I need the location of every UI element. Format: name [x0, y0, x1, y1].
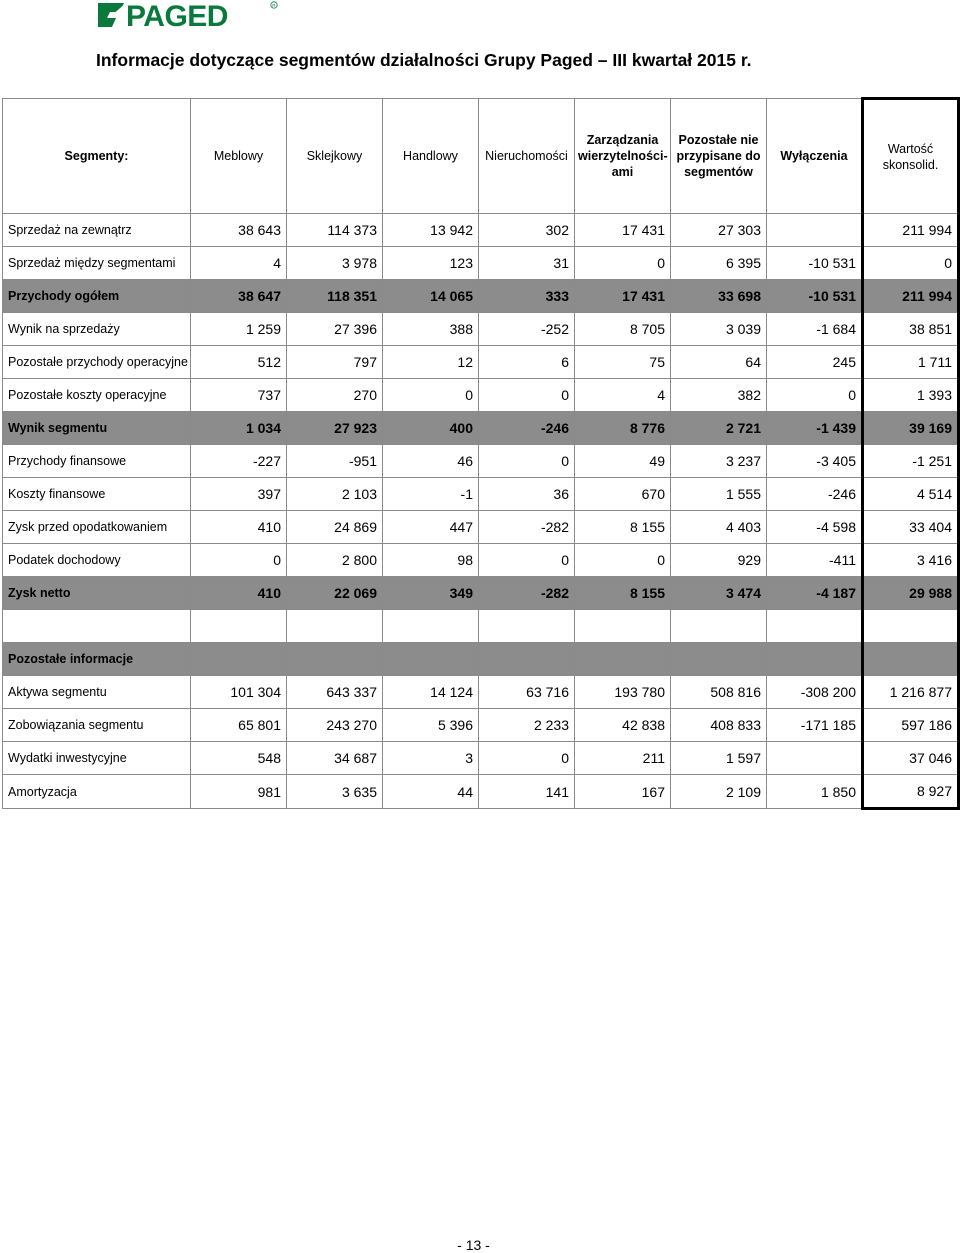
section-cell — [671, 643, 767, 676]
cell-value: 193 780 — [575, 676, 671, 709]
table-row — [3, 214, 959, 247]
cell-value: 13 942 — [383, 214, 479, 247]
cell-value: -10 531 — [767, 280, 863, 313]
row-label: Aktywa segmentu — [3, 676, 191, 709]
cell-value: 508 816 — [671, 676, 767, 709]
section-cell — [863, 643, 959, 676]
cell-value: 548 — [191, 742, 287, 775]
cell-value: 737 — [191, 379, 287, 412]
table-row — [3, 775, 959, 809]
cell-value: 349 — [383, 577, 479, 610]
cell-value: 0 — [863, 247, 959, 280]
cell-value: 29 988 — [863, 577, 959, 610]
cell-value: 981 — [191, 775, 287, 809]
header-meblowy: Meblowy — [191, 99, 287, 214]
cell-value: 64 — [671, 346, 767, 379]
cell-value: 1 711 — [863, 346, 959, 379]
row-label: Zysk przed opodatkowaniem — [3, 511, 191, 544]
cell-value: 410 — [191, 577, 287, 610]
section-cell — [287, 643, 383, 676]
cell-value: 0 — [479, 445, 575, 478]
table-row — [3, 412, 959, 445]
cell-value: 211 — [575, 742, 671, 775]
cell-value: 4 — [191, 247, 287, 280]
cell-value: 38 851 — [863, 313, 959, 346]
cell-value: 3 978 — [287, 247, 383, 280]
cell-value: 0 — [575, 247, 671, 280]
section-cell — [383, 643, 479, 676]
cell-value: 211 994 — [863, 214, 959, 247]
header-sklejkowy: Sklejkowy — [287, 99, 383, 214]
section-header-row — [3, 643, 959, 676]
table-row — [3, 445, 959, 478]
cell-value: -1 251 — [863, 445, 959, 478]
cell-value: 643 337 — [287, 676, 383, 709]
table-row — [3, 313, 959, 346]
cell-value: 245 — [767, 346, 863, 379]
row-label: Wynik na sprzedaży — [3, 313, 191, 346]
cell-value: 3 237 — [671, 445, 767, 478]
page-number-text: - 13 - — [457, 1237, 490, 1253]
header-nieruchomosci: Nieruchomości — [479, 99, 575, 214]
cell-value: 6 395 — [671, 247, 767, 280]
spacer-cell — [479, 610, 575, 643]
cell-value: 382 — [671, 379, 767, 412]
cell-value: -308 200 — [767, 676, 863, 709]
cell-value: 797 — [287, 346, 383, 379]
row-label: Przychody finansowe — [3, 445, 191, 478]
section-cell — [191, 643, 287, 676]
cell-value: 597 186 — [863, 709, 959, 742]
cell-value: 63 716 — [479, 676, 575, 709]
cell-value: 3 635 — [287, 775, 383, 809]
row-label: Przychody ogółem — [3, 280, 191, 313]
cell-value: 4 514 — [863, 478, 959, 511]
cell-value: 141 — [479, 775, 575, 809]
cell-value: 33 698 — [671, 280, 767, 313]
cell-value: 3 474 — [671, 577, 767, 610]
cell-value: 22 069 — [287, 577, 383, 610]
spacer-cell — [383, 610, 479, 643]
cell-value: 4 — [575, 379, 671, 412]
cell-value: 98 — [383, 544, 479, 577]
cell-value: 1 393 — [863, 379, 959, 412]
cell-value: -1 — [383, 478, 479, 511]
cell-value: 65 801 — [191, 709, 287, 742]
cell-value: -4 598 — [767, 511, 863, 544]
cell-value: 5 396 — [383, 709, 479, 742]
cell-value: 46 — [383, 445, 479, 478]
cell-value: 8 155 — [575, 511, 671, 544]
cell-value: 243 270 — [287, 709, 383, 742]
cell-value: 512 — [191, 346, 287, 379]
table-row — [3, 511, 959, 544]
cell-value: 4 403 — [671, 511, 767, 544]
cell-value: 0 — [383, 379, 479, 412]
segments-table — [2, 97, 960, 810]
header-zarzadzania: Zarządzania wierzytelności-ami — [575, 99, 671, 214]
cell-value: 2 800 — [287, 544, 383, 577]
cell-value: 101 304 — [191, 676, 287, 709]
table-row — [3, 544, 959, 577]
cell-value: 17 431 — [575, 280, 671, 313]
spacer-row — [3, 610, 959, 643]
svg-text:PAGED: PAGED — [126, 0, 228, 30]
cell-value: 12 — [383, 346, 479, 379]
cell-value: 447 — [383, 511, 479, 544]
page-number — [0, 1237, 960, 1253]
cell-value: 37 046 — [863, 742, 959, 775]
section-label: Pozostałe informacje — [3, 643, 191, 676]
cell-value: 1 034 — [191, 412, 287, 445]
row-label: Pozostałe przychody operacyjne — [3, 346, 191, 379]
cell-value: 0 — [191, 544, 287, 577]
cell-value: 408 833 — [671, 709, 767, 742]
cell-value: -246 — [767, 478, 863, 511]
cell-value: 44 — [383, 775, 479, 809]
cell-value: 8 705 — [575, 313, 671, 346]
header-handlowy: Handlowy — [383, 99, 479, 214]
cell-value: 167 — [575, 775, 671, 809]
cell-value: 211 994 — [863, 280, 959, 313]
header-segmenty: Segmenty: — [3, 99, 191, 214]
cell-value: 3 — [383, 742, 479, 775]
cell-value: -3 405 — [767, 445, 863, 478]
page-title: Informacje dotyczące segmentów działalności Grupy Paged – III kwartał 2015 r. — [96, 50, 752, 70]
cell-value: -171 185 — [767, 709, 863, 742]
section-cell — [479, 643, 575, 676]
cell-value: 38 643 — [191, 214, 287, 247]
cell-value: -227 — [191, 445, 287, 478]
table-row — [3, 742, 959, 775]
cell-value: 2 109 — [671, 775, 767, 809]
header-pozostale: Pozostałe nie przypisane do segmentów — [671, 99, 767, 214]
cell-value: -951 — [287, 445, 383, 478]
section-cell — [575, 643, 671, 676]
spacer-cell — [671, 610, 767, 643]
cell-value: 24 869 — [287, 511, 383, 544]
cell-value: 0 — [575, 544, 671, 577]
table-row — [3, 280, 959, 313]
table-row — [3, 577, 959, 610]
cell-value: -1 439 — [767, 412, 863, 445]
paged-logo — [98, 0, 288, 30]
table-row — [3, 709, 959, 742]
table-row — [3, 478, 959, 511]
cell-value — [767, 214, 863, 247]
row-label: Zysk netto — [3, 577, 191, 610]
cell-value: 388 — [383, 313, 479, 346]
header-wartosc-skonsolid: Wartość skonsolid. — [863, 99, 959, 214]
cell-value: 1 555 — [671, 478, 767, 511]
cell-value: -411 — [767, 544, 863, 577]
cell-value: 14 124 — [383, 676, 479, 709]
cell-value: 17 431 — [575, 214, 671, 247]
spacer-cell — [287, 610, 383, 643]
cell-value: 929 — [671, 544, 767, 577]
cell-value: -1 684 — [767, 313, 863, 346]
cell-value: 410 — [191, 511, 287, 544]
svg-text:R: R — [272, 2, 276, 8]
cell-value: 400 — [383, 412, 479, 445]
row-label: Zobowiązania segmentu — [3, 709, 191, 742]
cell-value: 0 — [479, 742, 575, 775]
row-label: Koszty finansowe — [3, 478, 191, 511]
spacer-cell — [575, 610, 671, 643]
cell-value: -252 — [479, 313, 575, 346]
cell-value: -282 — [479, 511, 575, 544]
spacer-cell — [767, 610, 863, 643]
table-row — [3, 676, 959, 709]
cell-value: 34 687 — [287, 742, 383, 775]
cell-value: 27 923 — [287, 412, 383, 445]
cell-value: 118 351 — [287, 280, 383, 313]
cell-value: 123 — [383, 247, 479, 280]
row-label: Wydatki inwestycyjne — [3, 742, 191, 775]
row-label: Podatek dochodowy — [3, 544, 191, 577]
cell-value: 36 — [479, 478, 575, 511]
cell-value: -4 187 — [767, 577, 863, 610]
spacer-cell — [3, 610, 191, 643]
table-row — [3, 247, 959, 280]
cell-value: 1 259 — [191, 313, 287, 346]
cell-value: 397 — [191, 478, 287, 511]
spacer-cell — [863, 610, 959, 643]
cell-value: 1 597 — [671, 742, 767, 775]
section-cell — [767, 643, 863, 676]
table-row — [3, 379, 959, 412]
cell-value: 31 — [479, 247, 575, 280]
cell-value: 14 065 — [383, 280, 479, 313]
cell-value: 1 216 877 — [863, 676, 959, 709]
cell-value: 75 — [575, 346, 671, 379]
spacer-cell — [191, 610, 287, 643]
cell-value: 42 838 — [575, 709, 671, 742]
row-label: Pozostałe koszty operacyjne — [3, 379, 191, 412]
row-label: Sprzedaż na zewnątrz — [3, 214, 191, 247]
cell-value: -246 — [479, 412, 575, 445]
header-wylaczenia: Wyłączenia — [767, 99, 863, 214]
cell-value: 0 — [767, 379, 863, 412]
table-header-row — [3, 99, 959, 214]
cell-value: 333 — [479, 280, 575, 313]
cell-value: -10 531 — [767, 247, 863, 280]
cell-value: 302 — [479, 214, 575, 247]
cell-value — [767, 742, 863, 775]
cell-value: 3 416 — [863, 544, 959, 577]
row-label: Sprzedaż między segmentami — [3, 247, 191, 280]
cell-value: 27 396 — [287, 313, 383, 346]
cell-value: 39 169 — [863, 412, 959, 445]
cell-value: 8 776 — [575, 412, 671, 445]
cell-value: 114 373 — [287, 214, 383, 247]
cell-value: 8 927 — [863, 775, 959, 809]
cell-value: 2 721 — [671, 412, 767, 445]
cell-value: -282 — [479, 577, 575, 610]
paged-logo-mark — [98, 0, 288, 30]
cell-value: 49 — [575, 445, 671, 478]
cell-value: 2 233 — [479, 709, 575, 742]
cell-value: 6 — [479, 346, 575, 379]
cell-value: 270 — [287, 379, 383, 412]
cell-value: 38 647 — [191, 280, 287, 313]
cell-value: 8 155 — [575, 577, 671, 610]
row-label: Wynik segmentu — [3, 412, 191, 445]
table-row — [3, 346, 959, 379]
cell-value: 33 404 — [863, 511, 959, 544]
cell-value: 1 850 — [767, 775, 863, 809]
cell-value: 3 039 — [671, 313, 767, 346]
cell-value: 0 — [479, 544, 575, 577]
row-label: Amortyzacja — [3, 775, 191, 809]
cell-value: 2 103 — [287, 478, 383, 511]
cell-value: 670 — [575, 478, 671, 511]
cell-value: 27 303 — [671, 214, 767, 247]
cell-value: 0 — [479, 379, 575, 412]
